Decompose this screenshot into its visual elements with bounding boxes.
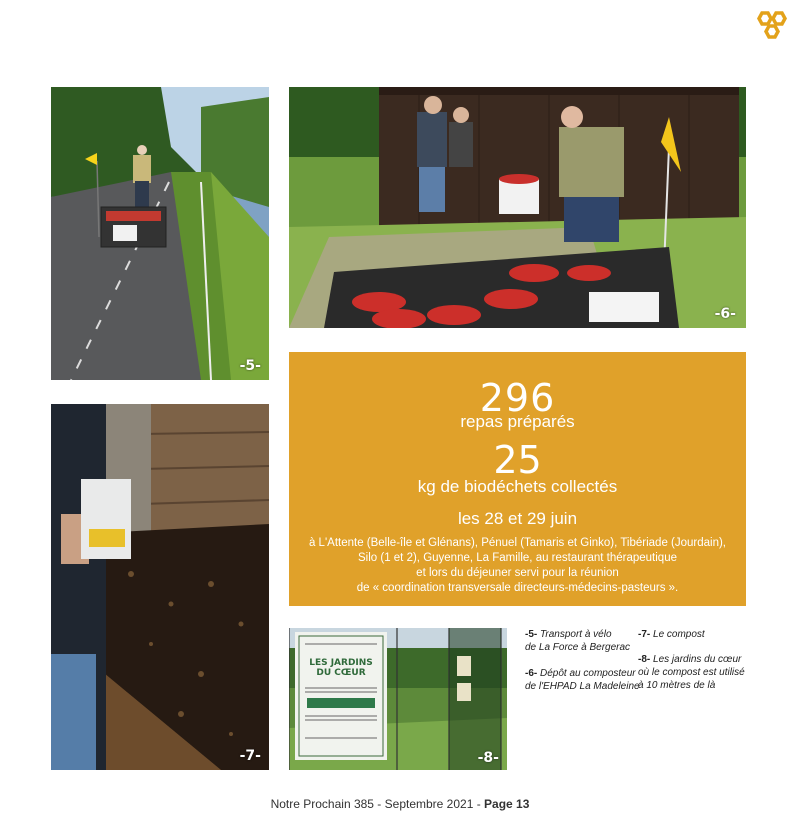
caption-6 [525, 667, 640, 693]
caption-text: où le compost est utilisé [638, 667, 745, 678]
photo-number: -7- [239, 748, 261, 764]
caption-text: Le compost [653, 629, 705, 640]
sign-title-line: LES JARDINS [309, 658, 373, 668]
details-line: Silo (1 et 2), Guyenne, La Famille, au restaurant thérapeutique [358, 552, 677, 564]
logo-honeycomb [752, 10, 792, 48]
meals-label: repas préparés [460, 412, 575, 431]
page-number: Page 13 [484, 797, 530, 811]
caption-8 [638, 653, 753, 692]
caption-number: -5- [525, 629, 538, 640]
photo-bike-transport [51, 87, 269, 380]
caption-number: -7- [638, 629, 651, 640]
photo-compost [51, 404, 269, 770]
meals-count: 296 [479, 376, 556, 420]
stats-box [289, 352, 746, 606]
caption-text: Transport à vélo [540, 629, 612, 640]
caption-text: de La Force à Bergerac [525, 642, 631, 653]
caption-7 [638, 628, 738, 641]
sign-title [301, 658, 381, 678]
caption-text: Les jardins du cœur [653, 654, 742, 665]
caption-text: de l'EHPAD La Madeleine [525, 681, 640, 692]
photo-number: -5- [239, 358, 261, 374]
caption-5 [525, 628, 635, 654]
caption-number: -8- [638, 654, 651, 665]
caption-text: Dépôt au composteur [540, 668, 636, 679]
page-footer [0, 797, 800, 811]
details-line: de « coordination transversale directeurs-médecins-pasteurs ». [356, 582, 679, 594]
footer-text: Notre Prochain 385 - Septembre 2021 - [270, 797, 485, 811]
photo-composter-deposit [289, 87, 746, 328]
locations-details [303, 536, 732, 596]
collection-dates: les 28 et 29 juin [457, 509, 578, 528]
photo-number: -6- [714, 306, 736, 322]
photo-gardens [289, 628, 507, 770]
details-line: à L'Attente (Belle-île et Glénans), Pénuel (Tamaris et Ginko), Tibériade (Jourdain), [308, 537, 727, 549]
caption-text: à 10 mètres de là [638, 680, 716, 691]
caption-number: -6- [525, 668, 538, 679]
waste-label: kg de biodéchets collectés [417, 477, 618, 496]
waste-count: 25 [493, 438, 542, 482]
details-line: et lors du déjeuner servi pour la réunion [416, 567, 619, 579]
photo-number: -8- [477, 750, 499, 766]
sign-title-line: DU CŒUR [316, 668, 366, 678]
